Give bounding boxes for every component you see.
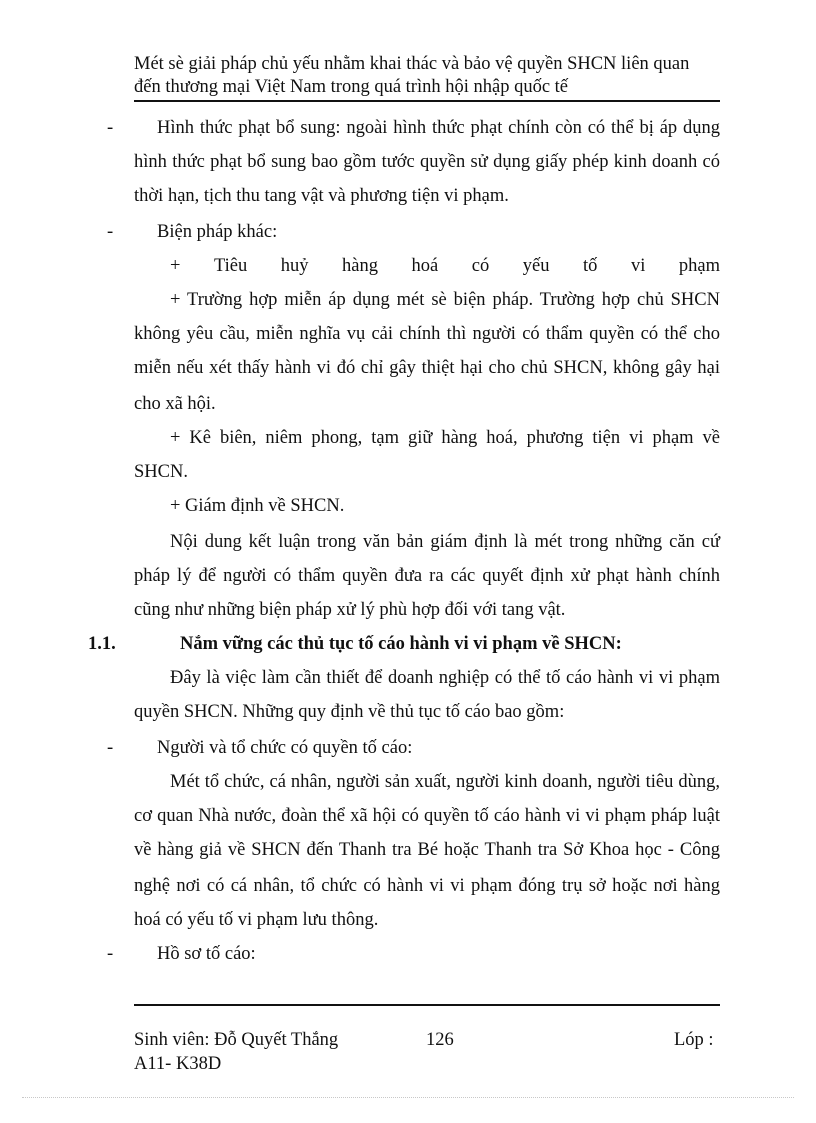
paragraph-line: về hàng giả về SHCN đến Thanh tra Bé hoặc Thanh tra Sở Khoa học - Công <box>134 840 720 860</box>
paragraph-line: cũng như những biện pháp xử lý phù hợp đối với tang vật. <box>134 600 566 620</box>
footer-class-label: Lóp : <box>674 1030 714 1050</box>
footer-class-code: A11- K38D <box>134 1054 222 1074</box>
running-header <box>134 53 720 102</box>
paragraph-line: không yêu cầu, miễn nghĩa vụ cải chính thì người có thẩm quyền có thể cho <box>134 324 720 344</box>
footer-student: Sinh viên: Đỗ Quyết Thắng <box>134 1030 339 1050</box>
word: hoá <box>411 256 439 276</box>
bullet-dash: - <box>107 738 114 758</box>
paragraph-line: + Kê biên, niêm phong, tạm giữ hàng hoá, phương tiện vi phạm về <box>170 428 720 448</box>
word: phạm <box>678 256 720 276</box>
paragraph-line: + Trường hợp miễn áp dụng mét sè biện pháp. Trường hợp chủ SHCN <box>170 290 720 310</box>
page-edge-divider <box>22 1097 794 1098</box>
paragraph-line: Đây là việc làm cần thiết để doanh nghiệp có thể tố cáo hành vi vi phạm <box>170 668 720 688</box>
paragraph-line: hoá có yếu tố vi phạm lưu thông. <box>134 910 379 930</box>
spread-line <box>170 256 720 277</box>
word: hàng <box>342 256 379 276</box>
bullet-dash: - <box>107 944 114 964</box>
section-number: 1.1. <box>88 634 116 654</box>
footer-page-number: 126 <box>426 1030 454 1050</box>
paragraph-line: Người và tổ chức có quyền tố cáo: <box>157 738 413 758</box>
paragraph-line: thời hạn, tịch thu tang vật và phương tiện vi phạm. <box>134 186 509 206</box>
word: có <box>471 256 490 276</box>
word: huỷ <box>280 256 309 276</box>
paragraph-line: Biện pháp khác: <box>157 222 278 242</box>
paragraph-line: miễn nếu xét thấy hành vi đó chỉ gây thiệt hại cho chủ SHCN, không gây hại <box>134 358 720 378</box>
paragraph-line: Mét tổ chức, cá nhân, người sản xuất, người kinh doanh, người tiêu dùng, <box>170 772 720 792</box>
paragraph-line: Nội dung kết luận trong văn bản giám định là mét trong những căn cứ <box>170 532 720 552</box>
paragraph-line: + Giám định về SHCN. <box>170 496 345 516</box>
paragraph-line: cho xã hội. <box>134 394 216 414</box>
word: + <box>170 256 181 276</box>
section-heading: Nắm vững các thủ tục tố cáo hành vi vi phạm về SHCN: <box>180 634 622 654</box>
paragraph-line: quyền SHCN. Những quy định về thủ tục tố cáo bao gồm: <box>134 702 565 722</box>
paragraph-line: Hồ sơ tố cáo: <box>157 944 256 964</box>
header-line-2: đến thương mại Việt Nam trong quá trình hội nhập quốc tế <box>134 77 569 97</box>
footer-rule <box>134 1004 720 1006</box>
header-line-1: Mét sè giải pháp chủ yếu nhằm khai thác và bảo vệ quyền SHCN liên quan <box>134 54 690 74</box>
bullet-dash: - <box>107 222 114 242</box>
word: vi <box>630 256 646 276</box>
paragraph-line: pháp lý để người có thẩm quyền đưa ra các quyết định xử phạt hành chính <box>134 566 720 586</box>
word: tố <box>583 256 598 276</box>
word: yếu <box>522 256 550 276</box>
word: Tiêu <box>213 256 248 276</box>
paragraph-line: nghệ nơi có cá nhân, tổ chức có hành vi vi phạm đóng trụ sở hoặc nơi hàng <box>134 876 720 896</box>
paragraph-line: cơ quan Nhà nước, đoàn thể xã hội có quyền tố cáo hành vi vi phạm pháp luật <box>134 806 720 826</box>
paragraph-line: Hình thức phạt bổ sung: ngoài hình thức phạt chính còn có thể bị áp dụng <box>157 118 720 138</box>
paragraph-line: hình thức phạt bổ sung bao gồm tước quyền sử dụng giấy phép kinh doanh có <box>134 152 720 172</box>
paragraph-line: SHCN. <box>134 462 188 482</box>
bullet-dash: - <box>107 118 114 138</box>
